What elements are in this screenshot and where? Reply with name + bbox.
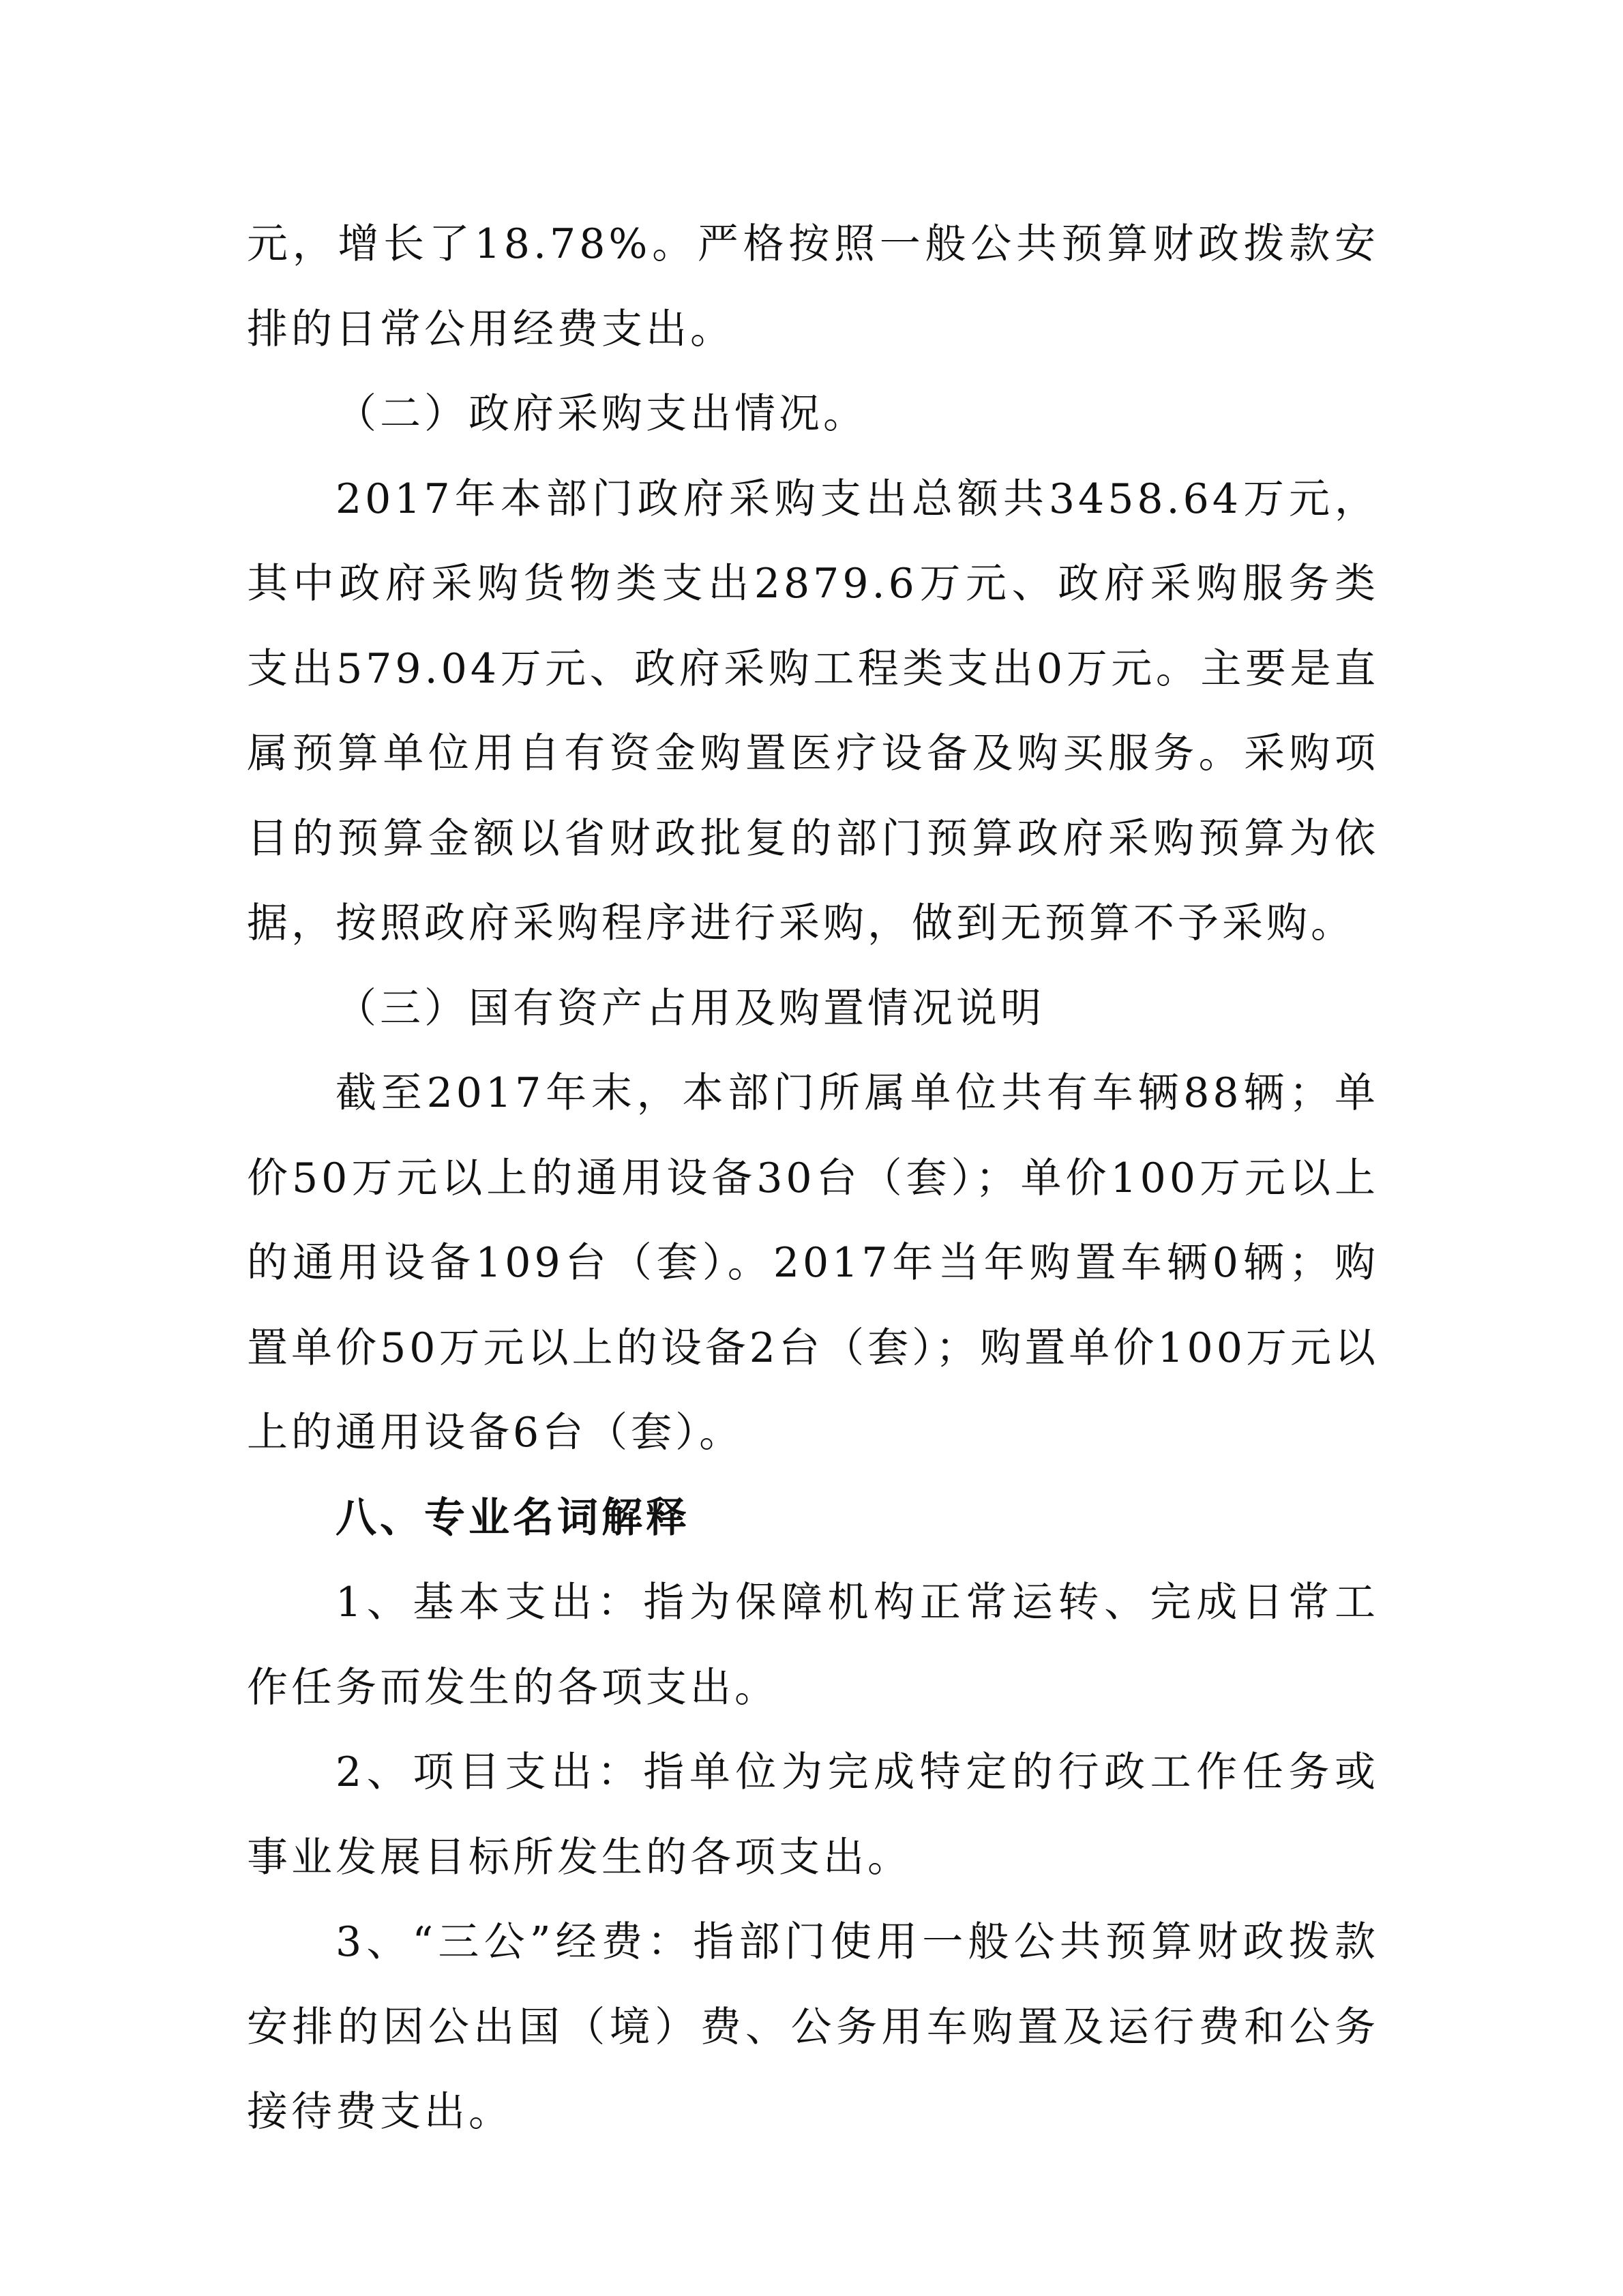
paragraph-state-assets: 截至2017年末，本部门所属单位共有车辆88辆；单价50万元以上的通用设备30台（套）；单价100万元以上的通用设备109台（套）。2017年当年购置车辆0辆；购置单价50万元以上的设备2台（套）；购置单价100万元以上的通用设备6台（套）。 xyxy=(247,1069,1379,1457)
subheading-state-assets: （三）国有资产占用及购置情况说明 xyxy=(336,984,1045,1032)
term-basic-expenditure: 1、基本支出：指为保障机构正常运转、完成日常工作任务而发生的各项支出。 xyxy=(247,1579,1379,1712)
section-heading-terms: 八、专业名词解释 xyxy=(336,1493,690,1542)
term-three-public-expenses: 3、“三公”经费：指部门使用一般公共预算财政拨款安排的因公出国（境）费、公务用车购置及运行费和公务接待费支出。 xyxy=(247,1918,1379,2136)
document-body xyxy=(247,202,1379,2155)
paragraph-procurement: 2017年本部门政府采购支出总额共3458.64万元，其中政府采购货物类支出2879.6万元、政府采购服务类支出579.04万元、政府采购工程类支出0万元。主要是直属预算单位用自有资金购置医疗设备及购买服务。采购项目的预算金额以省财政批复的部门预算政府采购预算为依据，按照政府采购程序进行采购，做到无预算不予采购。 xyxy=(247,475,1379,947)
term-project-expenditure: 2、项目支出：指单位为完成特定的行政工作任务或事业发展目标所发生的各项支出。 xyxy=(247,1748,1379,1881)
paragraph-public-expenses: 元，增长了18.78%。严格按照一般公共预算财政拨款安排的日常公用经费支出。 xyxy=(247,220,1379,353)
subheading-procurement: （二）政府采购支出情况。 xyxy=(336,390,867,438)
